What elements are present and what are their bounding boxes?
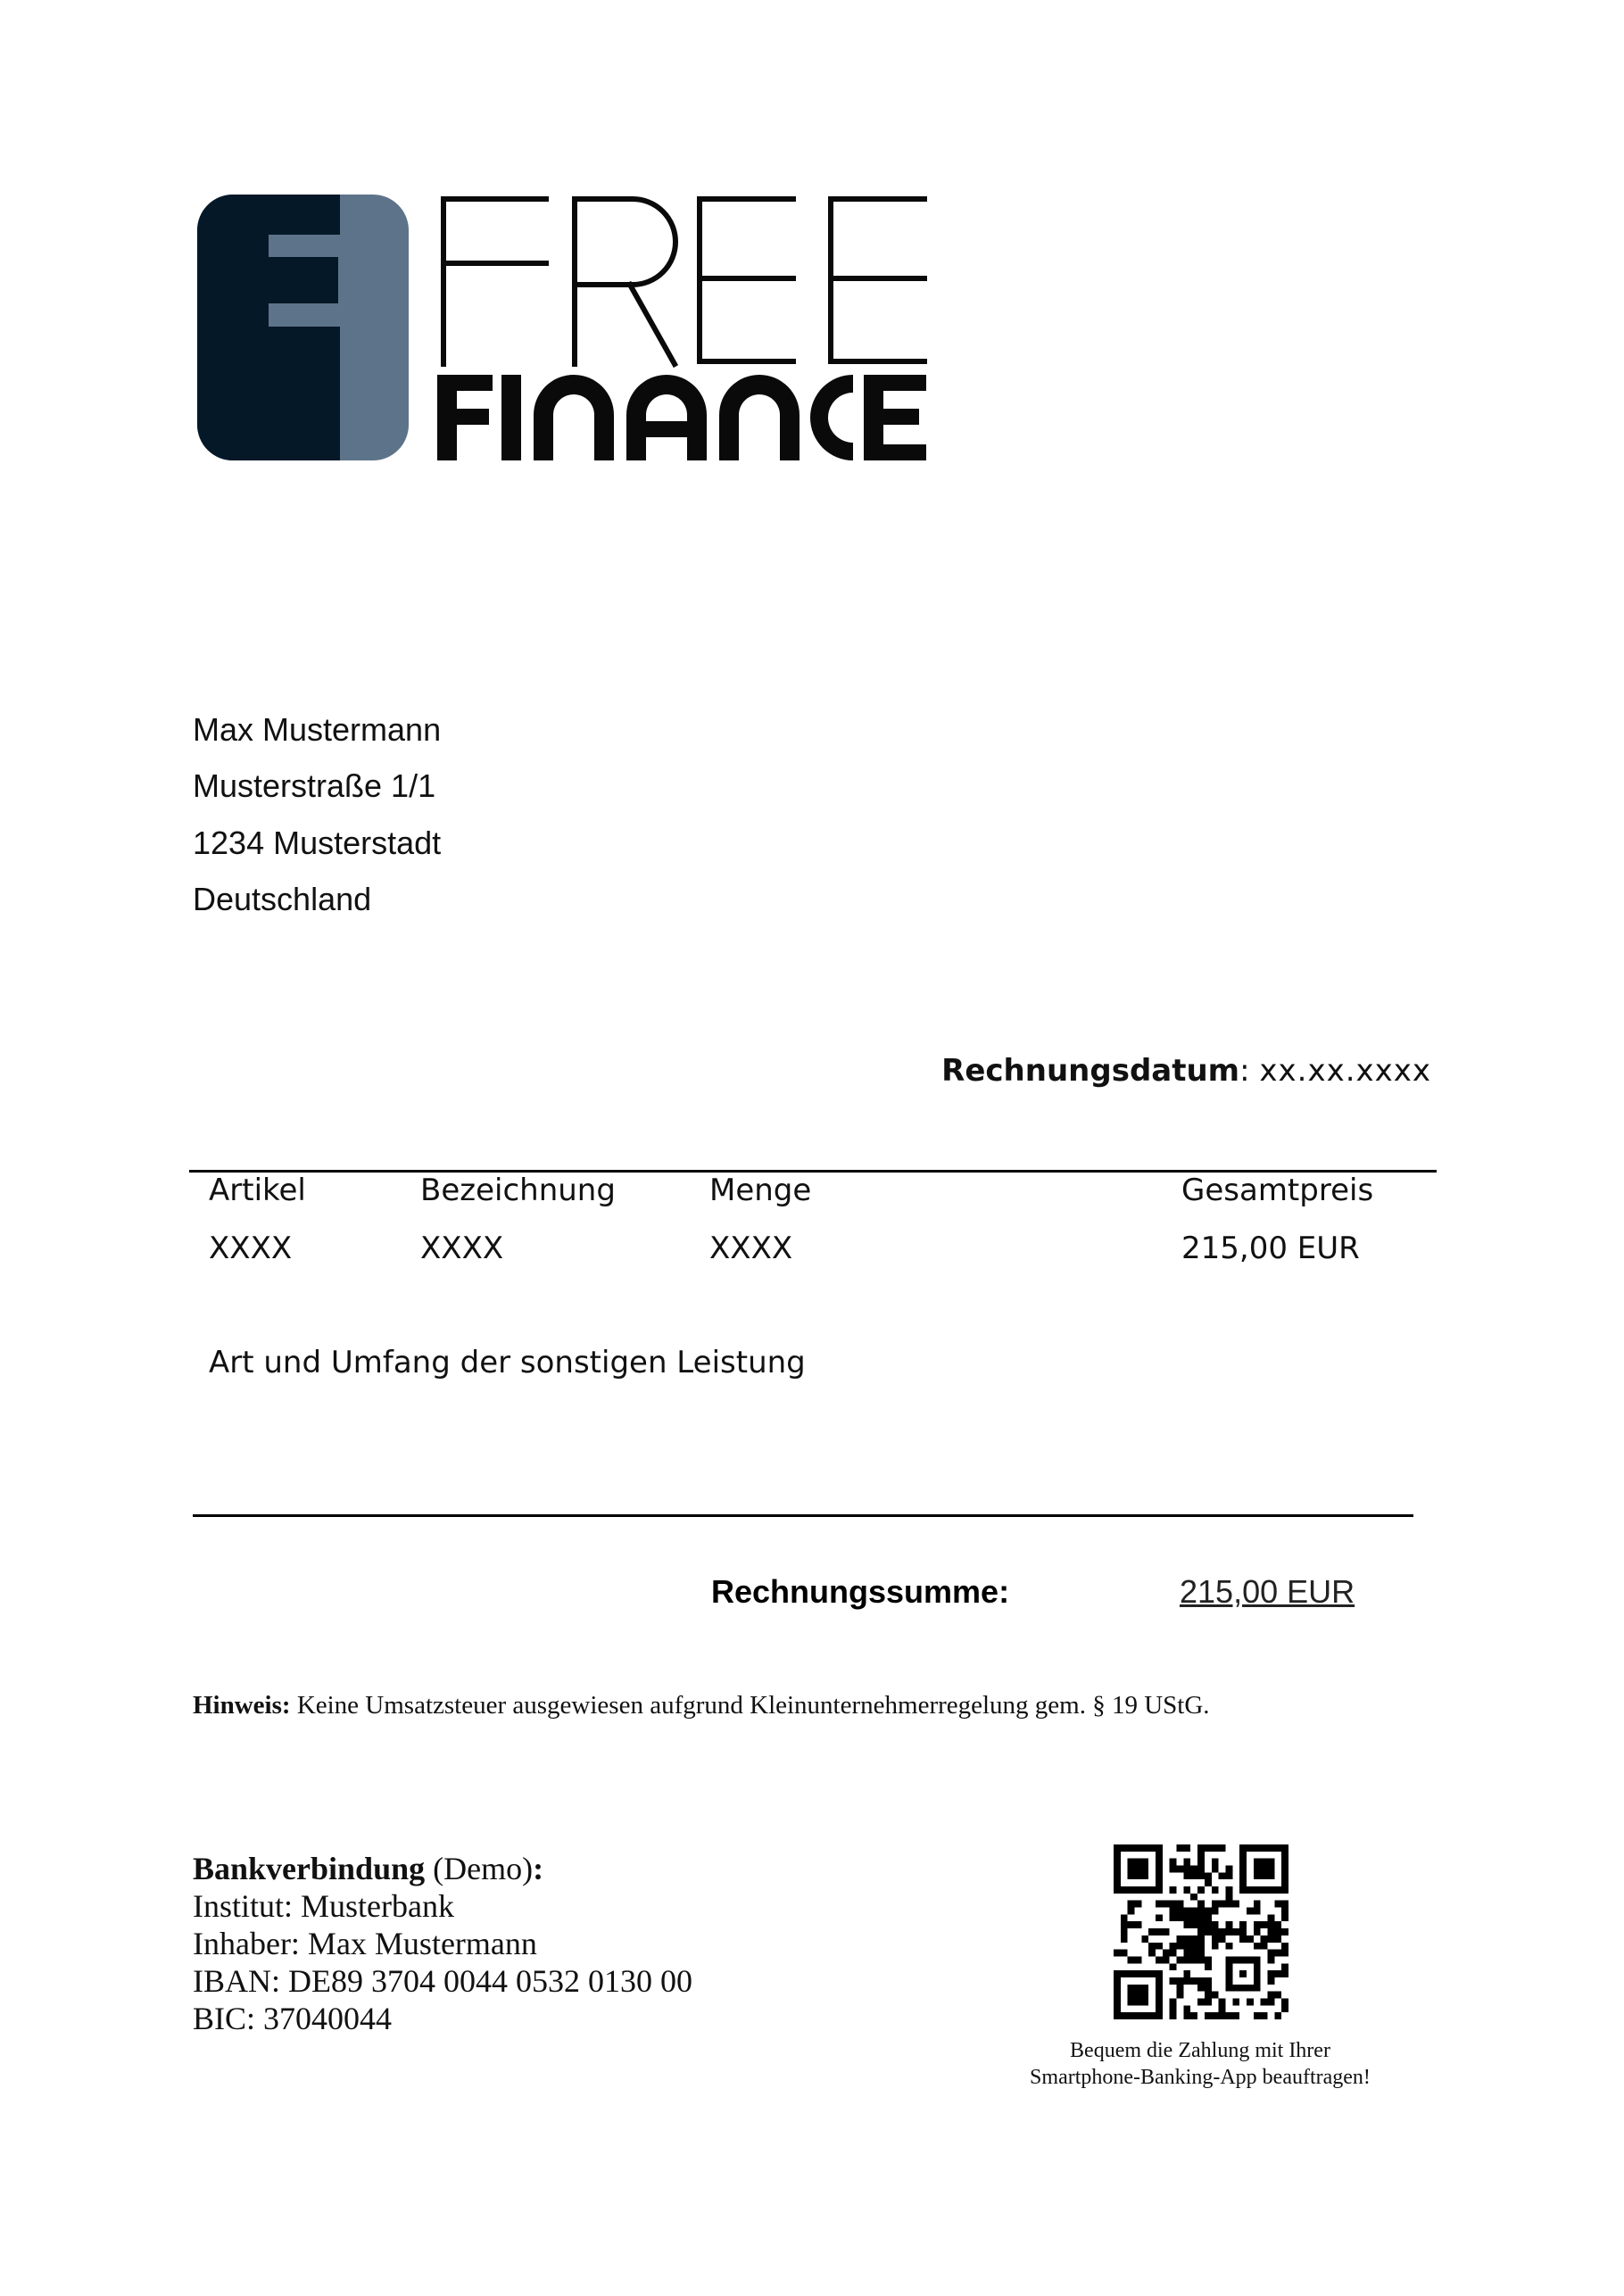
qr-module	[1183, 2012, 1190, 2019]
qr-module	[1177, 1914, 1184, 1921]
qr-module	[1274, 1921, 1281, 1928]
recipient-name: Max Mustermann	[193, 711, 442, 748]
service-description: Art und Umfang der sonstigen Leistung	[209, 1345, 806, 1380]
qr-module	[1232, 1901, 1239, 1908]
qr-module	[1183, 1935, 1190, 1943]
qr-module	[1135, 1921, 1142, 1928]
qr-module	[1219, 1935, 1226, 1943]
qr-module	[1156, 1914, 1163, 1921]
qr-module	[1212, 1921, 1219, 1928]
qr-module	[1170, 1943, 1177, 1950]
qr-module	[1267, 1992, 1274, 1999]
tax-note-label: Hinweis:	[193, 1691, 291, 1720]
qr-module	[1183, 1921, 1190, 1928]
logo-mark	[197, 195, 409, 460]
qr-module	[1205, 1914, 1212, 1921]
qr-module	[1183, 1970, 1190, 1977]
qr-module	[1212, 1992, 1219, 1999]
qr-module	[1190, 1914, 1197, 1921]
bank-institute: Institut: Musterbank	[193, 1888, 454, 1924]
qr-module	[1128, 1956, 1135, 1963]
qr-module	[1177, 1866, 1184, 1873]
qr-module	[1121, 1935, 1128, 1943]
qr-module	[1247, 1998, 1254, 2005]
qr-module	[1267, 1950, 1274, 1957]
qr-module	[1239, 1921, 1247, 1928]
qr-module	[1163, 1928, 1170, 1935]
qr-module	[1205, 1992, 1212, 1999]
invoice-total-label: Rechnungssumme:	[711, 1573, 1010, 1610]
qr-code-icon	[1114, 1844, 1288, 2019]
qr-module	[1183, 1908, 1190, 1915]
qr-module	[1254, 1921, 1261, 1928]
qr-module	[1212, 1866, 1219, 1873]
bank-bic: BIC: 37040044	[193, 2001, 393, 2036]
qr-module	[1212, 1844, 1219, 1852]
qr-module	[1135, 1901, 1142, 1908]
qr-module	[1261, 1943, 1268, 1950]
qr-module	[1190, 1977, 1197, 1985]
qr-module	[1197, 1914, 1205, 1921]
qr-module	[1197, 1901, 1205, 1908]
qr-module	[1183, 1859, 1190, 1866]
bank-heading	[193, 1850, 543, 1887]
qr-module	[1205, 1879, 1212, 1886]
qr-module	[1128, 1921, 1135, 1928]
qr-module	[1197, 1852, 1205, 1859]
qr-module	[1183, 1977, 1190, 1985]
invoice-date	[941, 1053, 1431, 1089]
qr-module	[1170, 1914, 1177, 1921]
qr-module	[1128, 1901, 1135, 1908]
qr-module	[1170, 2012, 1177, 2019]
qr-module	[1205, 1921, 1212, 1928]
logo-text-free: FREE	[441, 185, 479, 200]
qr-module	[1190, 1956, 1197, 1963]
qr-module	[1261, 1935, 1268, 1943]
qr-module	[1267, 1921, 1274, 1928]
qr-module	[1261, 2012, 1268, 2019]
col-header-menge: Menge	[709, 1173, 812, 1208]
qr-module	[1232, 1928, 1239, 1935]
qr-module	[1267, 1914, 1274, 1921]
qr-module	[1281, 1998, 1288, 2005]
qr-module	[1183, 1872, 1190, 1879]
qr-module	[1225, 1872, 1232, 1879]
qr-module	[1219, 2005, 1226, 2012]
qr-module	[1254, 2012, 1261, 2019]
qr-module	[1274, 2012, 1281, 2019]
qr-module	[1170, 1977, 1177, 1985]
qr-module	[1183, 1886, 1190, 1894]
qr-module	[1267, 1956, 1274, 1963]
qr-module	[1190, 2012, 1197, 2019]
qr-module	[1205, 1908, 1212, 1915]
logo-wordmark-finance	[437, 363, 926, 460]
qr-module	[1225, 1886, 1232, 1894]
qr-module	[1232, 2012, 1239, 2019]
qr-module	[1190, 1950, 1197, 1957]
recipient-city: 1234 Musterstadt	[193, 825, 442, 861]
qr-module	[1219, 1998, 1226, 2005]
qr-module	[1247, 1935, 1254, 1943]
qr-module	[1212, 1901, 1219, 1908]
qr-module	[1274, 1950, 1281, 1957]
qr-module	[1190, 1935, 1197, 1943]
bank-iban: IBAN: DE89 3704 0044 0532 0130 00	[193, 1963, 692, 1999]
qr-module	[1156, 1956, 1163, 1963]
qr-module	[1254, 1901, 1261, 1908]
qr-module	[1274, 1935, 1281, 1943]
qr-module	[1163, 1901, 1170, 1908]
cell-gesamtpreis: 215,00 EUR	[1181, 1231, 1360, 1266]
qr-module	[1156, 1928, 1163, 1935]
qr-module	[1205, 1844, 1212, 1852]
logo-wordmark-free	[441, 185, 927, 364]
qr-module	[1247, 1908, 1254, 1915]
qr-module	[1205, 1963, 1212, 1970]
qr-module	[1212, 1935, 1219, 1943]
qr-module	[1183, 1914, 1190, 1921]
qr-module	[1170, 1908, 1177, 1915]
qr-module	[1163, 1950, 1170, 1957]
qr-module	[1225, 1901, 1232, 1908]
qr-module	[1281, 1950, 1288, 1957]
qr-module	[1156, 1943, 1163, 1950]
qr-module	[1281, 1908, 1288, 1915]
qr-module	[1205, 1872, 1212, 1879]
table-bottom-rule	[193, 1514, 1413, 1517]
qr-module	[1197, 1950, 1205, 1957]
qr-module	[1177, 1935, 1184, 1943]
qr-module	[1148, 1950, 1156, 1957]
qr-module	[1274, 1992, 1281, 1999]
bank-heading-label: Bankverbindung	[193, 1851, 426, 1886]
logo-text-finance: FINANCE	[437, 363, 501, 378]
qr-caption-line1: Bequem die Zahlung mit Ihrer	[1070, 2039, 1330, 2062]
qr-caption-line2: Smartphone-Banking-App beauftragen!	[1030, 2066, 1371, 2089]
qr-module	[1274, 1928, 1281, 1935]
cell-artikel: XXXX	[209, 1231, 293, 1266]
qr-module	[1225, 1943, 1232, 1950]
qr-module	[1225, 2012, 1232, 2019]
qr-module	[1281, 1901, 1288, 1908]
qr-module	[1177, 1985, 1184, 1992]
bank-holder: Inhaber: Max Mustermann	[193, 1926, 537, 1961]
qr-module	[1197, 1985, 1205, 1992]
qr-module	[1190, 1943, 1197, 1950]
qr-module	[1197, 1872, 1205, 1879]
qr-module	[1190, 1866, 1197, 1873]
qr-module	[1205, 1998, 1212, 2005]
qr-module	[1254, 1943, 1261, 1950]
qr-module	[1183, 1943, 1190, 1950]
qr-module	[1197, 1935, 1205, 1943]
qr-module	[1156, 1901, 1163, 1908]
invoice-date-label: Rechnungsdatum	[941, 1053, 1240, 1089]
qr-module	[1121, 1950, 1128, 1957]
qr-module	[1219, 1872, 1226, 1879]
qr-module	[1212, 1928, 1219, 1935]
qr-module	[1177, 1956, 1184, 1963]
qr-module	[1239, 1928, 1247, 1935]
cell-bezeichnung: XXXX	[420, 1231, 504, 1266]
qr-module	[1205, 2012, 1212, 2019]
qr-module	[1183, 1956, 1190, 1963]
qr-module	[1197, 1998, 1205, 2005]
qr-module	[1239, 1935, 1247, 1943]
recipient-street: Musterstraße 1/1	[193, 767, 436, 804]
invoice-total-value: 215,00 EUR	[1180, 1573, 1355, 1610]
qr-module	[1170, 1950, 1177, 1957]
qr-module	[1170, 1886, 1177, 1894]
qr-module	[1190, 1921, 1197, 1928]
qr-module	[1197, 1859, 1205, 1866]
qr-module	[1183, 2005, 1190, 2012]
qr-module	[1205, 1928, 1212, 1935]
qr-module	[1183, 1866, 1190, 1873]
qr-module	[1148, 1928, 1156, 1935]
qr-module	[1261, 1998, 1268, 2005]
invoice-date-value: xx.xx.xxxx	[1259, 1053, 1431, 1089]
qr-module	[1281, 1963, 1288, 1970]
qr-module	[1128, 1908, 1135, 1915]
qr-module	[1212, 1859, 1219, 1866]
qr-module	[1225, 1921, 1232, 1928]
qr-module	[1205, 1985, 1212, 1992]
qr-module	[1170, 1963, 1177, 1970]
qr-module	[1225, 1928, 1232, 1935]
qr-module	[1141, 1935, 1148, 1943]
qr-module	[1205, 1956, 1212, 1963]
qr-module	[1197, 1956, 1205, 1963]
qr-module	[1170, 1998, 1177, 2005]
qr-module	[1267, 1998, 1274, 2005]
qr-module	[1197, 1844, 1205, 1852]
qr-module	[1267, 1970, 1274, 1977]
qr-module	[1197, 1908, 1205, 1915]
qr-module	[1219, 2012, 1226, 2019]
qr-module	[1267, 1977, 1274, 1985]
qr-module	[1177, 1977, 1184, 1985]
qr-module	[1190, 1908, 1197, 1915]
cell-menge: XXXX	[709, 1231, 793, 1266]
qr-module	[1170, 1901, 1177, 1908]
qr-module	[1219, 1928, 1226, 1935]
qr-module	[1212, 1908, 1219, 1915]
col-header-artikel: Artikel	[209, 1173, 306, 1208]
qr-module	[1205, 1977, 1212, 1985]
qr-module	[1261, 1921, 1268, 1928]
qr-module	[1163, 1956, 1170, 1963]
qr-module	[1135, 1956, 1142, 1963]
invoice-date-separator: :	[1239, 1053, 1250, 1089]
qr-module	[1170, 1859, 1177, 1866]
col-header-bezeichnung: Bezeichnung	[420, 1173, 616, 1208]
bank-heading-suffix: (Demo)	[425, 1851, 534, 1886]
qr-module	[1197, 1886, 1205, 1894]
qr-module	[1232, 1998, 1239, 2005]
qr-module	[1281, 1928, 1288, 1935]
qr-module	[1267, 1928, 1274, 1935]
qr-module	[1225, 1894, 1232, 1901]
qr-module	[1170, 1866, 1177, 1873]
qr-module	[1177, 1908, 1184, 1915]
qr-module	[1177, 1992, 1184, 1999]
qr-module	[1281, 1914, 1288, 1921]
qr-module	[1274, 1901, 1281, 1908]
qr-module	[1177, 1844, 1184, 1852]
qr-module	[1197, 1928, 1205, 1935]
tax-note-text: Keine Umsatzsteuer ausgewiesen aufgrund Kleinunternehmerregelung gem. § 19 UStG.	[290, 1691, 1210, 1720]
qr-module	[1281, 1970, 1288, 1977]
qr-module	[1177, 1901, 1184, 1908]
qr-module	[1219, 1901, 1226, 1908]
qr-module	[1197, 1943, 1205, 1950]
qr-module	[1197, 1977, 1205, 1985]
qr-module	[1212, 1886, 1219, 1894]
qr-module	[1121, 1914, 1128, 1921]
qr-module	[1281, 2005, 1288, 2012]
qr-module	[1212, 2012, 1219, 2019]
qr-module	[1121, 1928, 1128, 1935]
qr-module	[1177, 1943, 1184, 1950]
qr-module	[1183, 1844, 1190, 1852]
qr-module	[1197, 1921, 1205, 1928]
recipient-country: Deutschland	[193, 881, 372, 917]
bank-heading-colon: :	[533, 1851, 544, 1886]
qr-module	[1219, 1844, 1226, 1852]
qr-module	[1148, 1943, 1156, 1950]
col-header-gesamtpreis: Gesamtpreis	[1181, 1173, 1374, 1208]
qr-module	[1225, 1866, 1232, 1873]
qr-module	[1254, 1928, 1261, 1935]
qr-module	[1212, 1943, 1219, 1950]
qr-module	[1121, 1921, 1128, 1928]
qr-module	[1190, 1872, 1197, 1879]
qr-module	[1183, 1950, 1190, 1957]
qr-module	[1114, 1950, 1121, 1957]
qr-module	[1274, 1970, 1281, 1977]
qr-module	[1197, 1866, 1205, 1873]
qr-module	[1190, 1894, 1197, 1901]
qr-module	[1267, 1935, 1274, 1943]
qr-module	[1254, 1908, 1261, 1915]
qr-module	[1281, 1943, 1288, 1950]
qr-module	[1170, 2005, 1177, 2012]
tax-note	[193, 1691, 1210, 1720]
